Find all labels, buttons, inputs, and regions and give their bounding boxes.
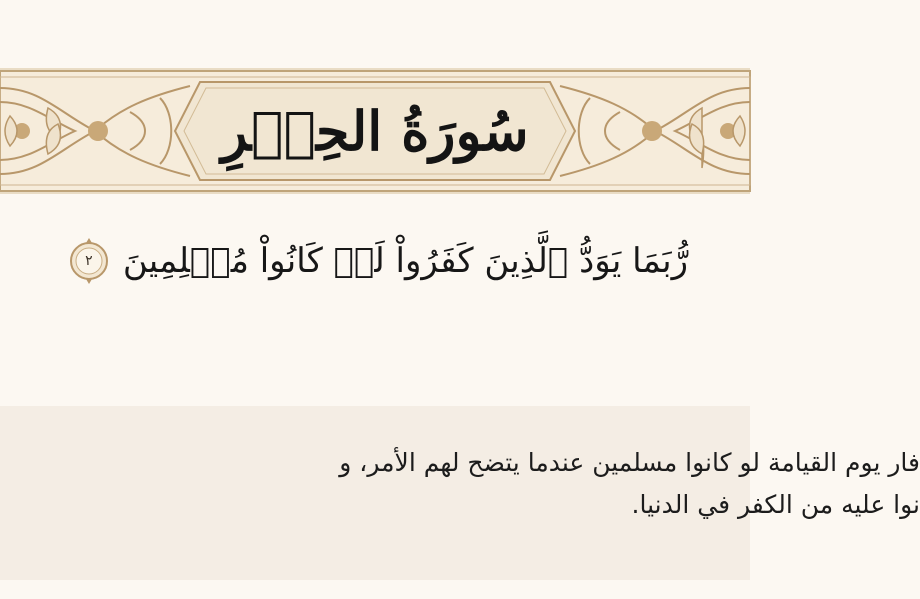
ayah-text[interactable]: رُّبَمَا يَوَدُّ ٱلَّذِينَ كَفَرُواْ لَوۡ كَانُواْ مُسۡلِمِينَ bbox=[122, 241, 688, 281]
ayah-number: ٢ bbox=[85, 253, 93, 269]
tafsir-line-2: نوا عليه من الكفر في الدنيا. bbox=[631, 490, 920, 519]
surah-title: سُورَةُ الحِجۡرِ bbox=[221, 99, 529, 163]
ayah-line[interactable] bbox=[0, 222, 750, 300]
surah-header-banner bbox=[0, 68, 750, 194]
tafsir-line-1: فار يوم القيامة لو كانوا مسلمين عندما يتضح لهم الأمر، و bbox=[339, 448, 920, 477]
tafsir-text bbox=[20, 442, 920, 526]
ayah-number-marker bbox=[67, 236, 111, 286]
tafsir-panel bbox=[0, 406, 920, 580]
